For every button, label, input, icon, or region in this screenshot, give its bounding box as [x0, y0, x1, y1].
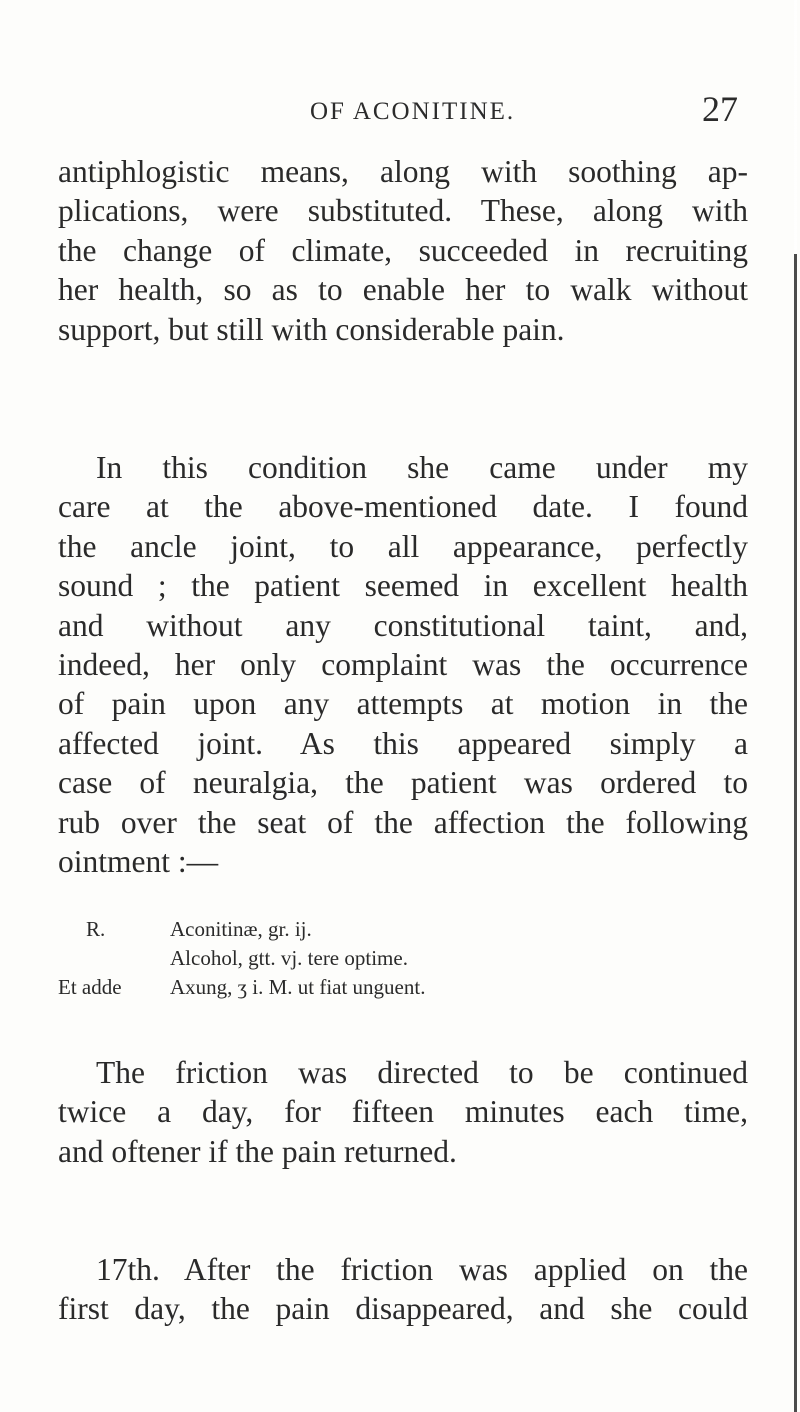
text-line: and without any constitutional taint, and, [58, 607, 748, 643]
prescription-label: R. [86, 917, 106, 941]
prescription-text: Aconitinæ, gr. ij. [170, 917, 312, 941]
prescription-text: Axung, ʒ i. M. ut fiat unguent. [170, 975, 426, 999]
text-line: sound ; the patient seemed in excellent health [58, 568, 748, 604]
paragraph-2 [58, 448, 748, 881]
prescription-row [58, 944, 678, 973]
text-line: support, but still with considerable pain. [58, 311, 565, 347]
text-line: the change of climate, succeeded in recruiting [58, 232, 748, 268]
text-line: the ancle joint, to all appearance, perfectly [58, 528, 748, 564]
running-head: OF ACONITINE. [310, 98, 516, 125]
text-line: her health, so as to enable her to walk without [58, 272, 748, 308]
paragraph-4 [58, 1250, 748, 1329]
prescription-label [58, 944, 170, 973]
text-line: 17th. After the friction was applied on the [96, 1252, 748, 1287]
prescription-row [58, 973, 678, 1002]
text-line: and oftener if the pain returned. [58, 1133, 457, 1169]
prescription-row [58, 915, 678, 944]
text-line: The friction was directed to be continued [96, 1055, 748, 1090]
text-line: case of neuralgia, the patient was ordered to [58, 765, 748, 801]
paragraph-1 [58, 152, 748, 349]
text-line: twice a day, for fifteen minutes each time, [58, 1094, 748, 1130]
text-line: ointment :— [58, 844, 219, 880]
text-line: rub over the seat of the affection the following [58, 804, 748, 840]
text-line: affected joint. As this appeared simply a [58, 725, 748, 761]
text-line: of pain upon any attempts at motion in the [58, 686, 748, 722]
text-line: plications, were substituted. These, along with [58, 193, 748, 229]
page-edge-line [794, 0, 797, 1412]
prescription-formula [58, 915, 678, 1002]
text-line: indeed, her only complaint was the occurrence [58, 647, 748, 683]
text-line: In this condition she came under my [96, 450, 748, 485]
text-line: first day, the pain disappeared, and she could [58, 1291, 748, 1327]
paragraph-3 [58, 1053, 748, 1171]
prescription-text: Alcohol, gtt. vj. tere optime. [170, 946, 408, 970]
text-line: care at the above-mentioned date. I found [58, 489, 748, 525]
page-number: 27 [702, 89, 738, 129]
text-line: antiphlogistic means, along with soothing ap- [58, 154, 748, 189]
prescription-label: Et adde [58, 975, 122, 999]
